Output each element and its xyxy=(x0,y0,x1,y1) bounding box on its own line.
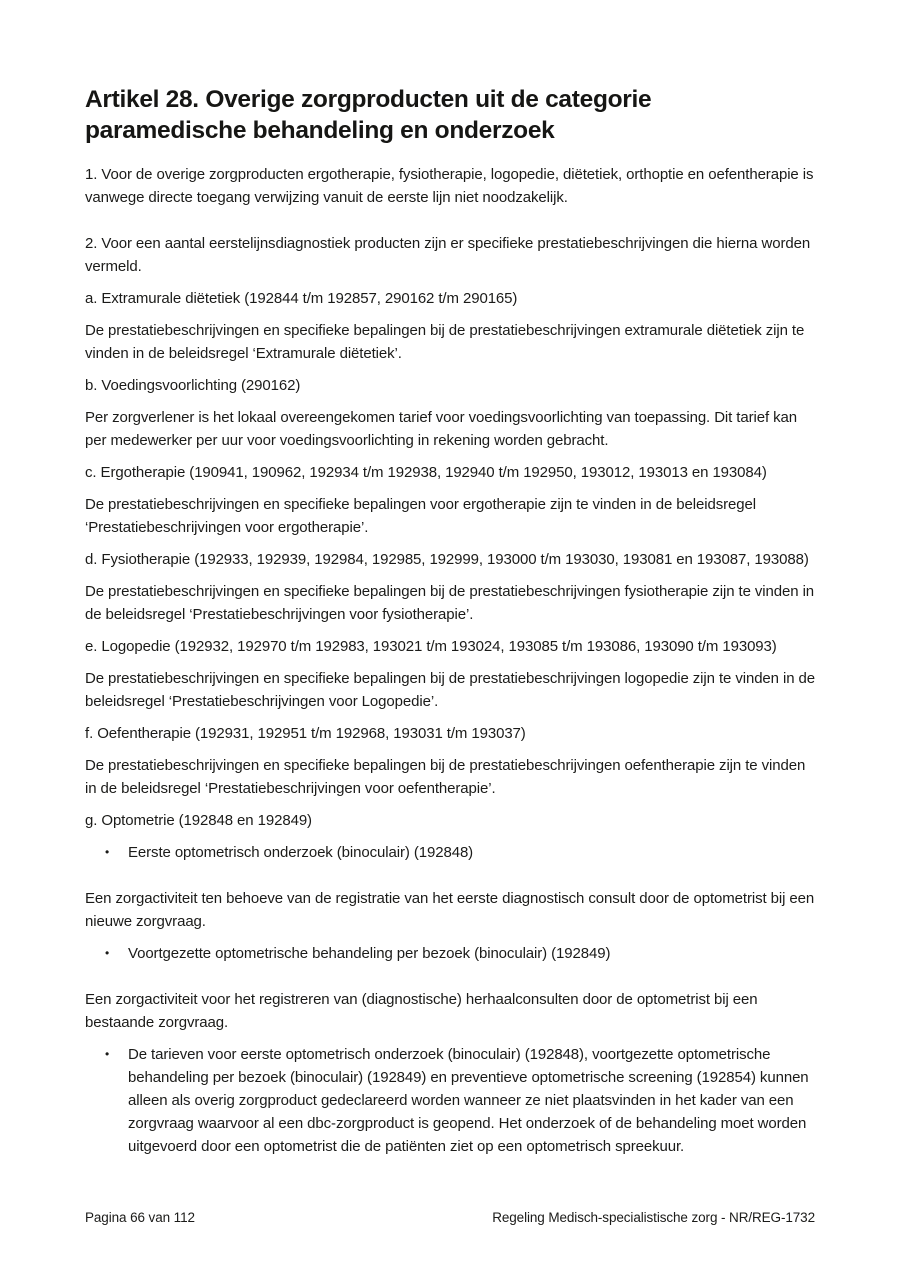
letter-item: e. Logopedie (192932, 192970 t/m 192983, 193021 t/m 193024, 193085 t/m 193086, 193090 t/m 193093) xyxy=(85,638,777,655)
footer-page-indicator: Pagina 66 van 112 xyxy=(85,1210,195,1225)
bullet-marker-icon: • xyxy=(105,1047,110,1061)
paragraph: Een zorgactiviteit voor het registreren van (diagnostische) herhaalconsulten door de optometrist bij een bestaande zorgvraag. xyxy=(85,991,758,1031)
numbered-paragraph: 2. Voor een aantal eerstelijnsdiagnostiek producten zijn er specifieke prestatiebeschrijvingen die hierna worden vermeld. xyxy=(85,235,811,275)
paragraph: De prestatiebeschrijvingen en specifieke bepalingen bij de prestatiebeschrijvingen oefentherapie zijn te vinden in de beleidsregel ‘Prestatiebeschrijvingen voor oefentherapie’. xyxy=(85,757,806,797)
bullet-marker-icon: • xyxy=(105,946,110,960)
letter-item: c. Ergotherapie (190941, 190962, 192934 t/m 192938, 192940 t/m 192950, 193012, 193013 en 193084) xyxy=(85,464,767,481)
letter-item: d. Fysiotherapie (192933, 192939, 192984, 192985, 192999, 193000 t/m 193030, 193081 en 193087, 193088) xyxy=(85,551,809,568)
bullet-text: Eerste optometrisch onderzoek (binoculair) (192848) xyxy=(128,844,474,861)
article-title: Artikel 28. Overige zorgproducten uit de categorie paramedische behandeling en onderzoek xyxy=(85,86,652,144)
letter-item: b. Voedingsvoorlichting (290162) xyxy=(85,377,301,394)
bullet-text: De tarieven voor eerste optometrisch onderzoek (binoculair) (192848), voortgezette optometrische behandeling per bezoek (binoculair) (192849) en preventieve optometrische screening (192854) kunnen alleen als overig zorgproduct gedeclareerd worden wanneer ze niet plaatsvinden in het kader van een zorgvraag waarvoor al een dbc-zorgproduct is geopend. Het onderzoek of de behandeling moet worden uitgevoerd door een optometrist die de patiënten ziet op een optometrisch spreekuur. xyxy=(128,1046,809,1155)
bullet-item xyxy=(85,942,815,965)
paragraph: De prestatiebeschrijvingen en specifieke bepalingen bij de prestatiebeschrijvingen logopedie zijn te vinden in de beleidsregel ‘Prestatiebeschrijvingen voor Logopedie’. xyxy=(85,670,816,710)
paragraph: De prestatiebeschrijvingen en specifieke bepalingen bij de prestatiebeschrijvingen extramurale diëtetiek zijn te vinden in de beleidsregel ‘Extramurale diëtetiek’. xyxy=(85,322,805,362)
bullet-item xyxy=(85,1043,815,1158)
paragraph: Een zorgactiviteit ten behoeve van de registratie van het eerste diagnostisch consult door de optometrist bij een nieuwe zorgvraag. xyxy=(85,890,815,930)
numbered-paragraph: 1. Voor de overige zorgproducten ergotherapie, fysiotherapie, logopedie, diëtetiek, orthoptie en oefentherapie is vanwege directe toegang verwijzing vanuit de eerste lijn niet noodzakelijk. xyxy=(85,166,814,206)
paragraph: De prestatiebeschrijvingen en specifieke bepalingen voor ergotherapie zijn te vinden in de beleidsregel ‘Prestatiebeschrijvingen voor ergotherapie’. xyxy=(85,496,756,536)
letter-item: a. Extramurale diëtetiek (192844 t/m 192857, 290162 t/m 290165) xyxy=(85,290,518,307)
letter-item: f. Oefentherapie (192931, 192951 t/m 192968, 193031 t/m 193037) xyxy=(85,725,526,742)
letter-item: g. Optometrie (192848 en 192849) xyxy=(85,812,312,829)
article-body xyxy=(85,163,815,1158)
paragraph: De prestatiebeschrijvingen en specifieke bepalingen bij de prestatiebeschrijvingen fysiotherapie zijn te vinden in de beleidsregel ‘Prestatiebeschrijvingen voor fysiotherapie’. xyxy=(85,583,815,623)
page-footer xyxy=(85,1209,815,1227)
footer-document-reference: Regeling Medisch-specialistische zorg - NR/REG-1732 xyxy=(492,1210,815,1225)
bullet-item xyxy=(85,841,815,864)
bullet-text: Voortgezette optometrische behandeling per bezoek (binoculair) (192849) xyxy=(128,945,611,962)
bullet-marker-icon: • xyxy=(105,845,110,859)
article-content xyxy=(85,84,815,1167)
paragraph: Per zorgverlener is het lokaal overeengekomen tarief voor voedingsvoorlichting van toepassing. Dit tarief kan per medewerker per uur voor voedingsvoorlichting in rekening worden gebracht. xyxy=(85,409,797,449)
